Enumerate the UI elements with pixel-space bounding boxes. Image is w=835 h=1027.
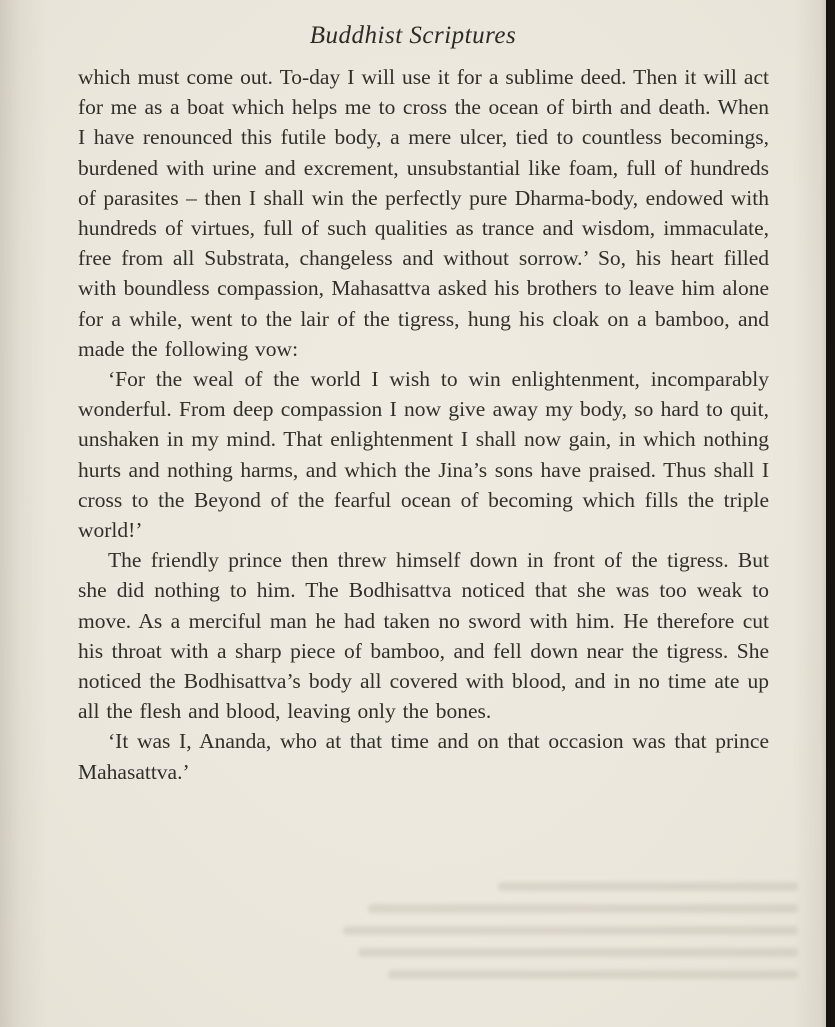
show-through-line — [358, 948, 798, 957]
running-header: Buddhist Scriptures — [309, 22, 517, 49]
paragraph-4: ‘It was I, Ananda, who at that time and on that occasion was that prince Mahasattva.’ — [78, 729, 769, 784]
show-through-line — [498, 882, 798, 891]
paragraph-1: which must come out. To-day I will use it for a sublime deed. Then it will act for me as a boat which helps me to cross the ocean of birth and death. When I have renounced this futile body, a mere ulcer, tied to countless becomings, burdened with urine and excrement, unsubstantial like foam, full of hundreds of parasites – then I shall win the perfectly pure Dharma-body, endowed with hundreds of virtues, full of such qualities as trance and wisdom, immaculate, free from all Substrata, changeless and without sorrow.’ So, his heart filled with boundless compassion, Mahasattva asked his brothers to leave him alone for a while, went to the lair of the tigress, hung his cloak on a bamboo, and made the following vow: — [78, 65, 769, 361]
paragraph-2: ‘For the weal of the world I wish to win enlightenment, incomparably wonderful. From deep compassion I now give away my body, so hard to quit, unshaken in my mind. That enlightenment I shall now gain, in which nothing hurts and nothing harms, and which the Jina’s sons have praised. Thus shall I cross to the Beyond of the fearful ocean of becoming which fills the triple world!’ — [78, 367, 769, 543]
page-text — [78, 62, 769, 787]
paragraph-3: The friendly prince then threw himself down in front of the tigress. But she did nothing to him. The Bodhisattva noticed that she was too weak to move. As a merciful man he had taken no sword with him. He therefore cut his throat with a sharp piece of bamboo, and fell down near the tigress. She noticed the Bodhisattva’s body all covered with blood, and in no time ate up all the flesh and blood, leaving only the bones. — [78, 548, 769, 724]
book-edge — [826, 0, 835, 1027]
show-through-line — [388, 970, 798, 979]
show-through-text — [330, 882, 798, 979]
show-through-line — [368, 904, 798, 913]
show-through-line — [343, 926, 798, 935]
